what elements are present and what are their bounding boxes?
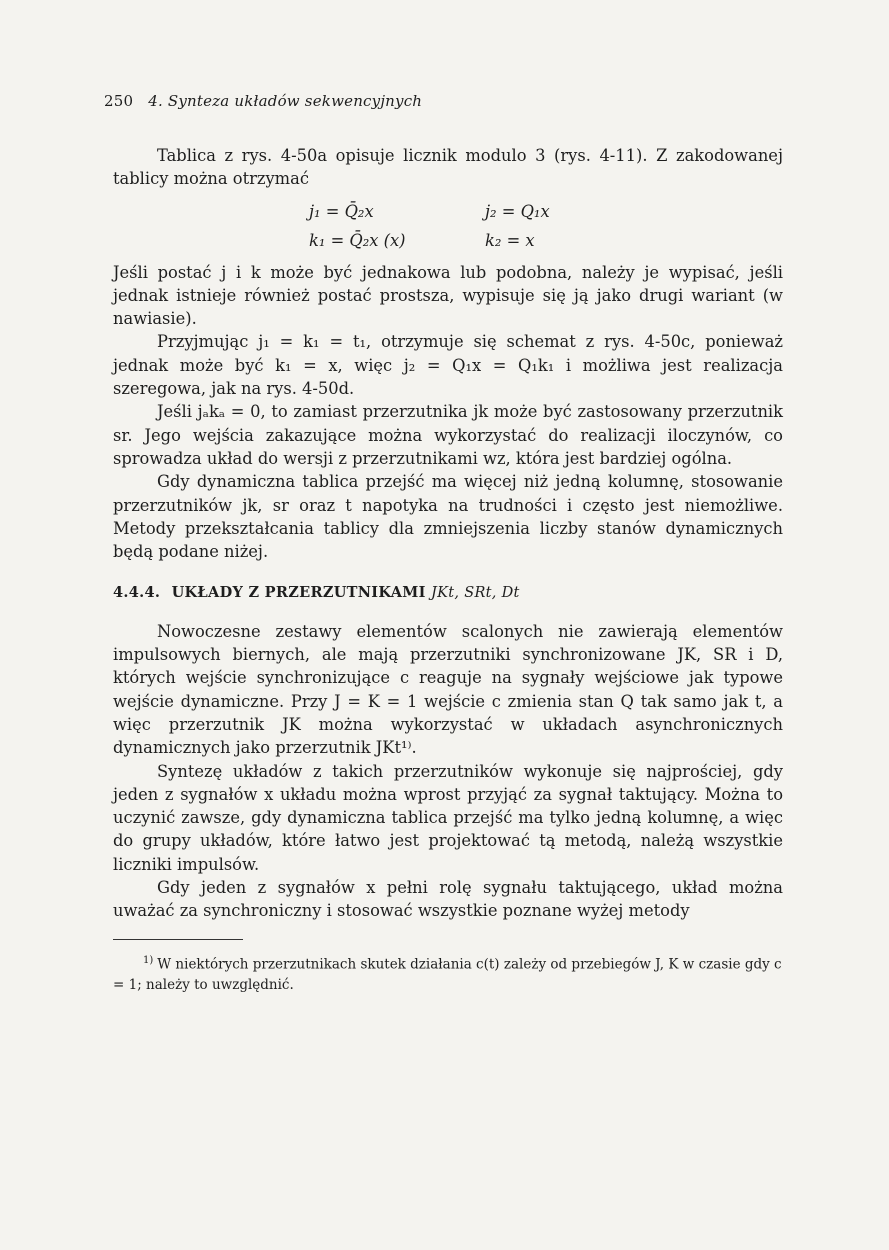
footnote-text: W niektórych przerzutnikach skutek działania c(t) zależy od przebiegów J, K w czasie gdy c = 1; należy to uwzględnić. [113, 956, 782, 994]
section-title: UKŁADY Z PRZERZUTNIKAMI [171, 584, 426, 602]
running-header [104, 92, 422, 110]
equation-j2: j₂ = Q₁x [485, 201, 550, 221]
page-body [113, 144, 783, 996]
section-heading [113, 581, 783, 605]
equation-j1: j₁ = Q̄₂x [309, 201, 374, 221]
paragraph-8: Gdy jeden z sygnałów x pełni rolę sygnału taktującego, układ można uważać za synchroniczny i stosować wszystkie poznane wyżej metody [113, 878, 783, 921]
paragraph-3: Przyjmując j₁ = k₁ = t₁, otrzymuje się schemat z rys. 4-50c, ponieważ jednak może być k₁ = x, więc j₂ = Q₁x = Q₁k₁ i możliwa jest realizacja szeregowa, jak na rys. 4-50d. [113, 332, 783, 399]
footnote-mark: 1) [143, 954, 154, 966]
paragraph-7: Syntezę układów z takich przerzutników wykonuje się najprościej, gdy jeden z sygnałów x układu można wprost przyjąć za sygnał taktujący. Można to uczynić zawsze, gdy dynamiczna tablica przejść ma tylko jedną kolumnę, a więc do grupy układów, które łatwo jest projektować tą metodą, należą wszystkie liczniki impulsów. [113, 761, 783, 874]
paragraph-1: Tablica z rys. 4-50a opisuje licznik modulo 3 (rys. 4-11). Z zakodowanej tablicy można otrzymać [113, 146, 783, 189]
equation-k2: k₂ = x [485, 230, 535, 250]
paragraph-2: Jeśli postać j i k może być jednakowa lub podobna, należy je wypisać, jeśli jednak istnieje również postać prostsza, wypisuje się ją jako drugi wariant (w nawiasie). [113, 262, 783, 329]
footnote-divider [113, 939, 243, 940]
paragraph-6: Nowoczesne zestawy elementów scalonych nie zawierają elementów impulsowych biernych, ale mają przerzutniki synchronizowane JK, SR i D, których wejście synchronizujące c reaguje na sygnały wejściowe jak typowe wejście dynamiczne. Przy J = K = 1 wejście c zmienia stan Q tak samo jak t, a więc przerzutnik JK można wykorzystać w układach asynchronicznych dynamicznych jako przerzutnik JKt¹⁾. [113, 621, 783, 758]
equations [309, 197, 783, 255]
paragraph-5: Gdy dynamiczna tablica przejść ma więcej niż jedną kolumnę, stosowanie przerzutników jk, sr oraz t napotyka na trudności i często jest niemożliwe. Metody przekształcania tablicy dla zmniejszenia liczby stanów dynamicznych będą podane niżej. [113, 472, 783, 562]
chapter-title: 4. Synteza układów sekwencyjnych [148, 92, 423, 110]
paragraph-4: Jeśli jₐkₐ = 0, to zamiast przerzutnika jk może być zastosowany przerzutnik sr. Jego wejścia zakazujące można wykorzystać do realizacji iloczynów, co sprowadza układ do wersji z przerzutnikami wz, która jest bardziej ogólna. [113, 402, 783, 468]
section-number: 4.4.4. [113, 584, 161, 602]
equation-k1: k₁ = Q̄₂x (x) [309, 230, 406, 250]
footnote [113, 950, 783, 997]
section-subtitle: JKt, SRt, Dt [431, 585, 520, 602]
page-number: 250 [104, 92, 134, 110]
